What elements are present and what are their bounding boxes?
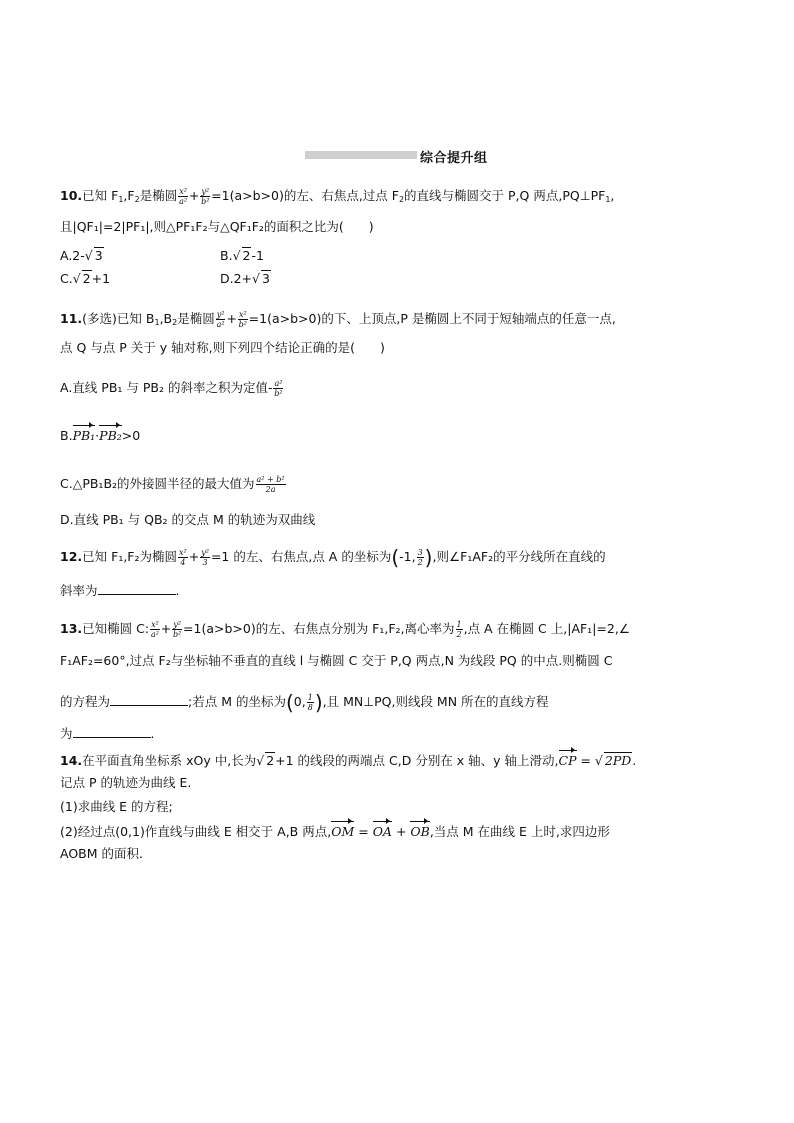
fraction: $\frac{\text{y²}}{3}$ <box>201 548 209 567</box>
q14-part2: (2)经过点(0,1)作直线与曲线 E 相交于 A,B 两点,OM = OA + OB,当点 M 在曲线 E 上时,求四边形 <box>60 824 610 839</box>
fraction: $\frac{\text{x²}}{4}$ <box>179 548 187 567</box>
q11-line1: 11.(多选)已知 $B_1,B_2$是椭圆 $\frac{\text{y²}}{\text{a²}}$ + $\frac{\text{x²}}{\text{b²}}$ =1(a>b>0)的下、上顶点,P 是椭圆上不同于短轴端点的任意一点, <box>60 310 616 329</box>
q10-option-a: A.2-√ 3 <box>60 248 103 263</box>
section-title: 综合提升组 <box>420 151 488 166</box>
q11-option-c: C.△PB₁B₂的外接圆半径的最大值为 $\frac{\text{a² + b²}}{2a}$ <box>60 475 285 494</box>
fraction: $\frac{\text{y²}}{\text{a²}}$ <box>216 310 225 329</box>
q13-line2: F₁AF₂=60°,过点 F₂与坐标轴不垂直的直线 l 与椭圆 C 交于 P,Q 两点,N 为线段 PQ 的中点.则椭圆 C <box>60 653 613 668</box>
q10-line1: 10.已知 $F_1,F_2$是椭圆 $\frac{\text{x²}}{\text{a²}}$ + $\frac{\text{y²}}{\text{b²}}$ =1(a>b>0)的左、右焦点,过点 $F_2$的直线与椭圆交于 P,Q 两点$,PQ\perp PF_1$, <box>60 187 615 206</box>
q11-option-b: B.PB₁·PB₂>0 <box>60 428 141 443</box>
q13-line1: 13.已知椭圆 C: $\frac{\text{x²}}{\text{a²}}$ + $\frac{\text{y²}}{\text{b²}}$ =1(a>b>0)的左、右焦点分别为 F₁,F₂,离心率为 $\frac{1}{2}$ ,点 A 在椭圆 C 上,|AF₁|=2,∠ <box>60 620 631 639</box>
fraction: $\frac{\text{y²}}{\text{b²}}$ <box>172 620 182 639</box>
q10-number: 10. <box>60 188 83 203</box>
q11-number: 11. <box>60 311 83 326</box>
q12-line1: 12.已知 F₁,F₂为椭圆 $\frac{\text{x²}}{4}$ + $\frac{\text{y²}}{3}$ =1 的左、右焦点,点 A 的坐标为(-1, $\frac{3}{2}$ ),则∠F₁AF₂的平分线所在直线的 <box>60 545 606 570</box>
fraction: $\frac{3}{2}$ <box>417 548 423 567</box>
q12-line2: 斜率为 . <box>60 583 180 598</box>
fraction: $\frac{\text{y²}}{\text{b²}}$ <box>201 187 210 206</box>
fraction: $\frac{\text{a²}}{\text{b²}}$ <box>274 379 283 398</box>
q14-part2-line2: AOBM 的面积. <box>60 846 143 861</box>
q11-option-d: D.直线 PB₁ 与 QB₂ 的交点 M 的轨迹为双曲线 <box>60 512 316 527</box>
q13-line3: 的方程为 ;若点 M 的坐标为(0, $\frac{1}{8}$ ),且 MN⊥PQ,则线段 MN 所在的直线方程 <box>60 690 549 715</box>
q14-number: 14. <box>60 753 83 768</box>
fraction: $\frac{1}{8}$ <box>307 693 313 712</box>
q10-option-d: D.2+√ 3 <box>220 271 270 286</box>
q12-number: 12. <box>60 549 83 564</box>
q10-option-b: B.√ 2-1 <box>220 248 264 263</box>
answer-blank[interactable] <box>73 725 151 738</box>
fraction: $\frac{\text{x²}}{\text{a²}}$ <box>150 620 159 639</box>
q13-line4: 为 . <box>60 726 155 741</box>
q14-line2: 记点 P 的轨迹为曲线 E. <box>60 775 192 790</box>
q14-line1: 14.在平面直角坐标系 xOy 中,长为√ 2+1 的线段的两端点 C,D 分别在 x 轴、y 轴上滑动,CP = √ 2PD. <box>60 753 637 768</box>
q13-number: 13. <box>60 621 83 636</box>
section-bar <box>305 151 417 159</box>
q10-line2: 且|QF₁|=2|PF₁|,则△PF₁F₂与△QF₁F₂的面积之比为( ) <box>60 219 374 234</box>
answer-blank[interactable] <box>98 582 176 595</box>
fraction: $\frac{\text{x²}}{\text{a²}}$ <box>179 187 188 206</box>
fraction: $\frac{1}{2}$ <box>456 620 462 639</box>
answer-blank[interactable] <box>110 693 188 706</box>
q14-part1: (1)求曲线 E 的方程; <box>60 799 173 814</box>
fraction: $\frac{\text{x²}}{\text{b²}}$ <box>238 310 247 329</box>
q11-line2: 点 Q 与点 P 关于 y 轴对称,则下列四个结论正确的是( ) <box>60 340 385 355</box>
q10-option-c: C.√ 2+1 <box>60 271 111 286</box>
q11-option-a: A.直线 PB₁ 与 PB₂ 的斜率之积为定值- $\frac{\text{a²}}{\text{b²}}$ <box>60 379 283 398</box>
fraction: $\frac{\text{a² + b²}}{2a}$ <box>256 475 285 494</box>
